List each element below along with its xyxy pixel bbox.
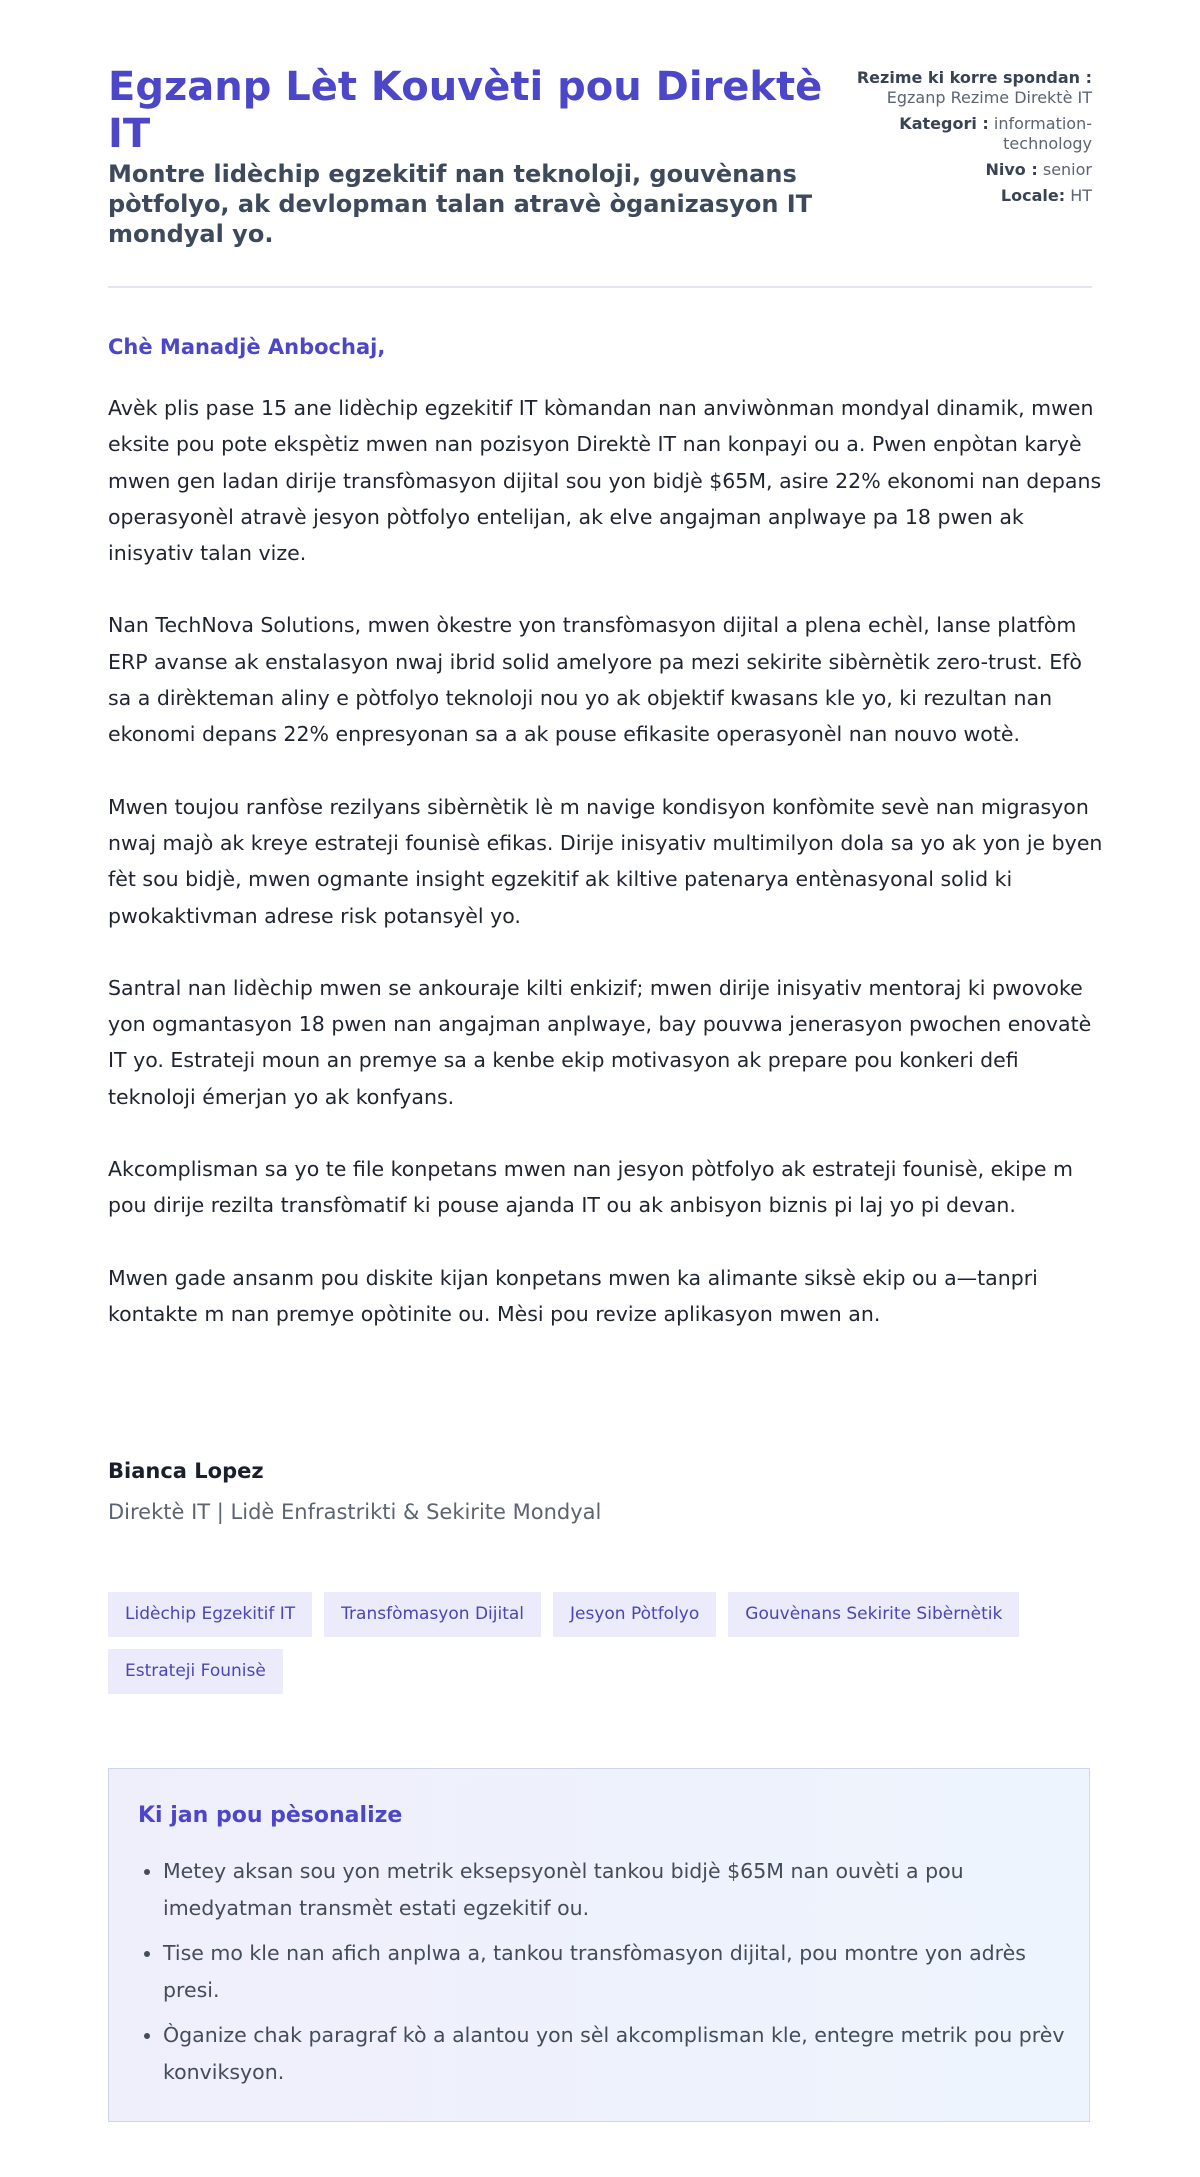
meta-level bbox=[852, 160, 1092, 180]
letter-body bbox=[108, 390, 1106, 1368]
meta-summary-label: Rezime ki korre spondan : bbox=[856, 68, 1092, 87]
tag-list bbox=[108, 1592, 1108, 1694]
meta-locale-value: HT bbox=[1070, 186, 1092, 205]
meta-panel bbox=[852, 68, 1092, 212]
page-subtitle: Montre lidèchip egzekitif nan teknoloji, gouvènans pòtfolyo, ak devlopman talan atravè òganizasyon IT mondyal yo. bbox=[108, 160, 813, 248]
letter-paragraph: Mwen toujou ranfòse rezilyans sibèrnètik lè m navige kondisyon konfòmite sevè nan migrasyon nwaj majò ak kreye estrateji founisè efikas. Dirije inisyativ multimilyon dola sa yo ak yon je byen fèt sou bidjè, mwen ogmante insight egzekitif ak kiltive patenarya entènasyonal solid ki pwokaktivman adrese risk potansyèl yo. bbox=[108, 794, 1103, 928]
letter-paragraph: Santral nan lidèchip mwen se ankouraje kilti enkizif; mwen dirije inisyativ mentoraj ki pwovoke yon ogmantasyon 18 pwen nan angajman anplwaye, bay pouvwa jenerasyon pwochen enovatè IT yo. Estrateji moun an premye sa a kenbe ekip motivasyon ak prepare pou konkeri defi teknoloji émerjan yo ak konfyans. bbox=[108, 975, 1092, 1109]
letter-paragraph: Avèk plis pase 15 ane lidèchip egzekitif IT kòmandan nan anviwònman mondyal dinamik, mwen eksite pou pote ekspètiz mwen nan pozisyon Direktè IT nan konpayi ou a. Pwen enpòtan karyè mwen gen ladan dirije transfòmasyon dijital sou yon bidjè $65M, asire 22% ekonomi nan depans operasyonèl atravè jesyon pòtfolyo entelijan, ak elve angajman anplwaye pa 18 pwen ak inisyativ talan vize. bbox=[108, 396, 1102, 566]
meta-locale bbox=[852, 186, 1092, 206]
customization-tips-box bbox=[108, 1768, 1090, 2122]
page-title: Egzanp Lèt Kouvèti pou Direktè IT bbox=[108, 64, 823, 157]
tips-item: • Tise mo kle nan afich anplwa a, tankou transfòmasyon dijital, pou montre yon adrès presi. bbox=[163, 1935, 1083, 2008]
letter-paragraph: Mwen gade ansanm pou diskite kijan konpetans mwen ka alimante siksè ekip ou a—tanpri kontakte m nan premye opòtinite ou. Mèsi pou revize aplikasyon mwen an. bbox=[108, 1265, 1038, 1326]
tag-chip: Gouvènans Sekirite Sibèrnètik bbox=[728, 1592, 1019, 1637]
tips-list bbox=[138, 1853, 1083, 2099]
letter-salutation: Chè Manadjè Anbochaj, bbox=[108, 335, 386, 359]
meta-category-label: Kategori : bbox=[899, 114, 989, 133]
tips-heading: Ki jan pou pèsonalize bbox=[138, 1803, 403, 1828]
tips-item: • Òganize chak paragraf kò a alantou yon sèl akcomplisman kle, entegre metrik pou prèv konviksyon. bbox=[163, 2017, 1083, 2090]
meta-summary bbox=[852, 68, 1092, 108]
tag-chip: Estrateji Founisè bbox=[108, 1649, 283, 1694]
tag-chip: Jesyon Pòtfolyo bbox=[553, 1592, 716, 1637]
signature-name: Bianca Lopez bbox=[108, 1459, 264, 1483]
meta-summary-value: Egzanp Rezime Direktè IT bbox=[886, 88, 1092, 107]
letter-paragraph: Akcomplisman sa yo te file konpetans mwen nan jesyon pòtfolyo ak estrateji founisè, ekipe m pou dirije rezilta transfòmatif ki pouse ajanda IT ou ak anbisyon biznis pi laj yo pi devan. bbox=[108, 1157, 1073, 1218]
signature-title: Direktè IT | Lidè Enfrastrikti & Sekirite Mondyal bbox=[108, 1500, 602, 1524]
meta-category-value: information-technology bbox=[993, 114, 1092, 153]
meta-level-value: senior bbox=[1042, 160, 1092, 179]
meta-category bbox=[852, 114, 1092, 154]
tag-chip: Transfòmasyon Dijital bbox=[324, 1592, 541, 1637]
meta-locale-label: Locale: bbox=[1000, 186, 1066, 205]
tips-item: • Metey aksan sou yon metrik eksepsyonèl tankou bidjè $65M nan ouvèti a pou imedyatman transmèt estati egzekitif ou. bbox=[163, 1853, 1083, 1926]
meta-level-label: Nivo : bbox=[985, 160, 1038, 179]
tag-chip: Lidèchip Egzekitif IT bbox=[108, 1592, 312, 1637]
letter-paragraph: Nan TechNova Solutions, mwen òkestre yon transfòmasyon dijital a plena echèl, lanse platfòm ERP avanse ak enstalasyon nwaj ibrid solid amelyore pa mezi sekirite sibèrnètik zero-trust. Efò sa a dirèkteman aliny e pòtfolyo teknoloji nou yo ak objektif kwasans kle yo, ki rezultan nan ekonomi depans 22% enpresyonan sa a ak pouse efikasite operasyonèl nan nouvo wotè. bbox=[108, 613, 1082, 747]
page-header bbox=[108, 64, 1092, 288]
